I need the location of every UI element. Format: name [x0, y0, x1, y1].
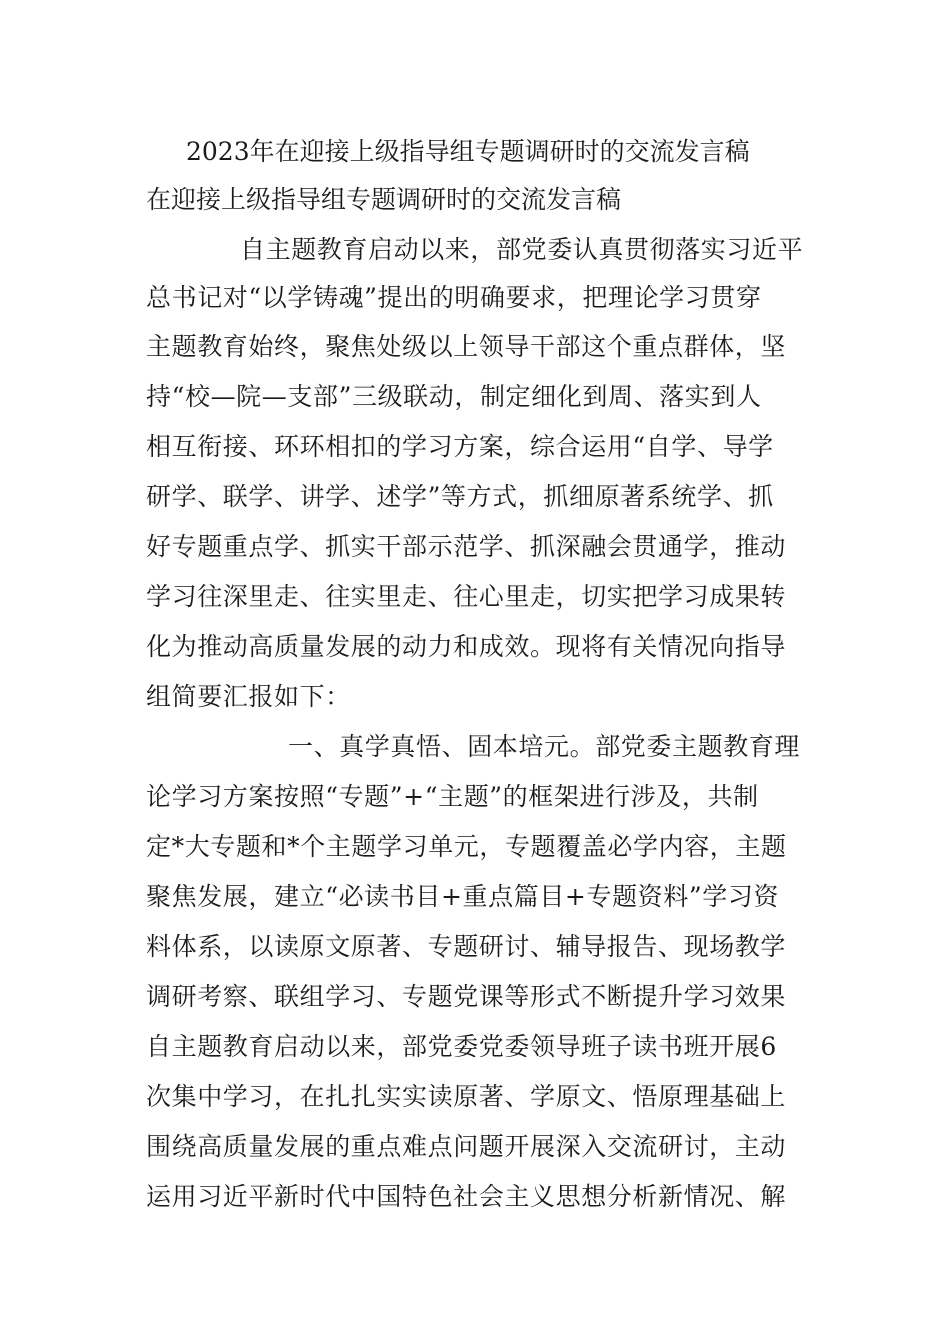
text-line: 围绕高质量发展的重点难点问题开展深入交流研讨，主动: [146, 1132, 787, 1161]
text-line: 运用习近平新时代中国特色社会主义思想分析新情况、解: [146, 1182, 787, 1211]
text-line: 学习往深里走、往实里走、往心里走，切实把学习成果转: [146, 582, 787, 611]
text-line: 自主题教育启动以来，部党委党委领导班子读书班开展6: [146, 1032, 777, 1061]
text-line: 论学习方案按照“专题”+“主题”的框架进行涉及，共制: [146, 782, 759, 811]
text-line: 次集中学习，在扎扎实实读原著、学原文、悟原理基础上: [146, 1082, 787, 1111]
text-line: 定*大专题和*个主题学习单元，专题覆盖必学内容，主题: [146, 832, 787, 861]
text-line: 研学、联学、讲学、述学”等方式，抓细原著系统学、抓: [146, 482, 774, 511]
text-line: 相互衔接、环环相扣的学习方案，综合运用“自学、导学: [146, 432, 774, 461]
document-subtitle: 在迎接上级指导组专题调研时的交流发言稿: [146, 185, 622, 214]
text-line: 自主题教育启动以来，部党委认真贯彻落实习近平: [240, 235, 804, 264]
text-line: 好专题重点学、抓实干部示范学、抓深融会贯通学，推动: [146, 532, 787, 561]
document-title: 2023年在迎接上级指导组专题调研时的交流发言稿: [186, 137, 750, 166]
text-line: 主题教育始终，聚焦处级以上领导干部这个重点群体，坚: [146, 332, 787, 361]
section-heading-line: 一、真学真悟、固本培元。部党委主题教育理: [288, 732, 801, 761]
text-line: 调研考察、联组学习、专题党课等形式不断提升学习效果: [146, 982, 787, 1011]
text-line: 持“校—院—支部”三级联动，制定细化到周、落实到人: [146, 382, 762, 411]
text-line: 总书记对“以学铸魂”提出的明确要求，把理论学习贯穿: [146, 283, 762, 312]
text-line: 聚焦发展，建立“必读书目+重点篇目+专题资料”学习资: [146, 882, 780, 911]
text-line: 组简要汇报如下：: [146, 682, 351, 711]
text-line: 料体系，以读原文原著、专题研讨、辅导报告、现场教学: [146, 932, 787, 961]
text-line: 化为推动高质量发展的动力和成效。现将有关情况向指导: [146, 632, 787, 661]
